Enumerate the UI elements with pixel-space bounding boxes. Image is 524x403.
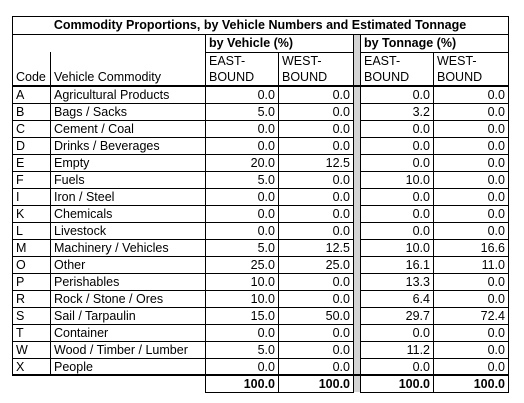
grid-line [12,358,354,359]
row-vehicle-eastbound: 0.0 [257,207,275,221]
row-vehicle-westbound: 0.0 [332,343,350,357]
row-code: T [16,326,24,340]
row-commodity: Cement / Coal [54,122,134,136]
row-tonnage-westbound: 16.6 [480,241,505,255]
grid-line [205,52,354,53]
grid-line [353,34,354,393]
row-commodity: Livestock [54,224,107,238]
grid-line [360,273,509,274]
grid-line [360,52,509,53]
row-vehicle-eastbound: 15.0 [250,309,275,323]
row-tonnage-westbound: 0.0 [487,105,505,119]
row-commodity: People [54,360,93,374]
row-tonnage-eastbound: 0.0 [412,190,430,204]
row-tonnage-eastbound: 0.0 [412,156,430,170]
grid-line [360,137,509,138]
row-vehicle-eastbound: 10.0 [250,275,275,289]
row-tonnage-westbound: 0.0 [487,360,505,374]
row-code: C [16,122,26,136]
row-tonnage-westbound: 0.0 [487,139,505,153]
grid-line [12,16,509,17]
grid-line [12,171,354,172]
row-tonnage-westbound: 72.4 [480,309,505,323]
column-header-commodity: Vehicle Commodity [54,70,161,84]
row-code: S [16,309,25,323]
row-vehicle-eastbound: 5.0 [257,105,275,119]
total-vehicle-eastbound: 100.0 [243,377,275,391]
column-header-tonnage-eastbound-line1: EAST- [364,54,401,68]
grid-line [433,52,434,393]
grid-line [12,34,509,35]
row-code: X [16,360,25,374]
row-vehicle-eastbound: 5.0 [257,343,275,357]
row-commodity: Wood / Timber / Lumber [54,343,188,357]
row-commodity: Other [54,258,86,272]
column-header-vehicle-westbound-line1: WEST- [282,54,322,68]
grid-line-header [12,85,509,87]
row-tonnage-eastbound: 0.0 [412,88,430,102]
grid-line [205,392,354,393]
grid-line [12,103,354,104]
grid-line [360,222,509,223]
grid-line [12,120,354,121]
row-commodity: Iron / Steel [54,190,115,204]
row-code: L [16,224,23,238]
row-code: E [16,156,25,170]
row-vehicle-eastbound: 0.0 [257,139,275,153]
row-vehicle-westbound: 0.0 [332,326,350,340]
grid-line [12,205,354,206]
row-tonnage-eastbound: 0.0 [412,207,430,221]
grid-line [360,188,509,189]
row-commodity: Drinks / Beverages [54,139,160,153]
row-tonnage-eastbound: 0.0 [412,122,430,136]
row-vehicle-westbound: 0.0 [332,360,350,374]
column-header-tonnage-westbound-line2: BOUND [437,70,483,84]
row-code: B [16,105,25,119]
grid-line [12,239,354,240]
column-header-code: Code [16,70,46,84]
grid-line [508,16,509,393]
row-commodity: Sail / Tarpaulin [54,309,136,323]
table-title: Commodity Proportions, by Vehicle Numbers and Estimated Tonnage [53,18,467,32]
row-vehicle-eastbound: 0.0 [257,122,275,136]
row-code: A [16,88,25,102]
grid-line [205,34,206,393]
row-vehicle-eastbound: 5.0 [257,173,275,187]
row-vehicle-westbound: 12.5 [325,241,350,255]
row-vehicle-westbound: 0.0 [332,105,350,119]
grid-line [12,222,354,223]
grid-line [360,324,509,325]
grid-line [12,324,354,325]
row-vehicle-westbound: 0.0 [332,173,350,187]
grid-line [12,273,354,274]
row-commodity: Chemicals [54,207,113,221]
row-tonnage-eastbound: 3.2 [412,105,430,119]
column-header-tonnage-eastbound-line2: BOUND [364,70,410,84]
row-tonnage-eastbound: 0.0 [412,326,430,340]
row-tonnage-eastbound: 29.7 [405,309,430,323]
row-vehicle-eastbound: 20.0 [250,156,275,170]
row-vehicle-eastbound: 10.0 [250,292,275,306]
row-code: R [16,292,26,306]
column-header-vehicle-westbound-line2: BOUND [282,70,328,84]
column-header-vehicle-eastbound-line1: EAST- [209,54,246,68]
row-code: D [16,139,26,153]
row-code: K [16,207,25,221]
row-tonnage-westbound: 0.0 [487,207,505,221]
total-vehicle-westbound: 100.0 [318,377,350,391]
row-commodity: Fuels [54,173,85,187]
row-tonnage-westbound: 0.0 [487,173,505,187]
grid-line [360,392,509,393]
row-tonnage-westbound: 0.0 [487,122,505,136]
grid-line [360,358,509,359]
group-header-tonnage: by Tonnage (%) [364,36,457,50]
row-vehicle-eastbound: 0.0 [257,326,275,340]
row-vehicle-westbound: 0.0 [332,224,350,238]
grid-line [12,256,354,257]
grid-line [12,16,13,376]
row-commodity: Machinery / Vehicles [54,241,169,255]
row-tonnage-eastbound: 6.4 [412,292,430,306]
row-commodity: Bags / Sacks [54,105,127,119]
row-tonnage-eastbound: 16.1 [405,258,430,272]
row-vehicle-westbound: 0.0 [332,275,350,289]
row-vehicle-eastbound: 0.0 [257,224,275,238]
row-tonnage-westbound: 0.0 [487,190,505,204]
column-header-vehicle-eastbound-line2: BOUND [209,70,255,84]
grid-line [12,154,354,155]
row-tonnage-westbound: 0.0 [487,343,505,357]
row-commodity: Perishables [54,275,120,289]
row-vehicle-westbound: 50.0 [325,309,350,323]
row-tonnage-westbound: 0.0 [487,326,505,340]
row-commodity: Rock / Stone / Ores [54,292,164,306]
grid-line [360,307,509,308]
grid-line [12,188,354,189]
grid-line [360,256,509,257]
row-tonnage-eastbound: 10.0 [405,173,430,187]
grid-line [360,290,509,291]
row-code: P [16,275,25,289]
grid-line [360,120,509,121]
grid-line [12,290,354,291]
row-vehicle-eastbound: 0.0 [257,190,275,204]
grid-line [360,239,509,240]
group-header-vehicle: by Vehicle (%) [209,36,294,50]
row-tonnage-eastbound: 0.0 [412,360,430,374]
row-code: F [16,173,24,187]
grid-line [12,341,354,342]
grid-line [360,205,509,206]
row-vehicle-eastbound: 0.0 [257,360,275,374]
row-vehicle-westbound: 0.0 [332,190,350,204]
row-vehicle-eastbound: 0.0 [257,88,275,102]
grid-line [360,103,509,104]
row-commodity: Agricultural Products [54,88,170,102]
grid-line [12,307,354,308]
column-header-tonnage-westbound-line1: WEST- [437,54,477,68]
row-vehicle-eastbound: 25.0 [250,258,275,272]
row-vehicle-westbound: 25.0 [325,258,350,272]
row-vehicle-westbound: 0.0 [332,292,350,306]
row-vehicle-eastbound: 5.0 [257,241,275,255]
grid-line [50,52,51,376]
row-tonnage-eastbound: 11.2 [406,343,430,357]
row-tonnage-westbound: 0.0 [487,275,505,289]
row-vehicle-westbound: 0.0 [332,207,350,221]
row-tonnage-eastbound: 13.3 [405,275,430,289]
row-tonnage-westbound: 11.0 [481,258,505,272]
row-commodity: Empty [54,156,90,170]
row-tonnage-westbound: 0.0 [487,292,505,306]
row-code: I [16,190,20,204]
row-commodity: Container [54,326,109,340]
row-code: O [16,258,26,272]
row-vehicle-westbound: 0.0 [332,139,350,153]
row-tonnage-westbound: 0.0 [487,156,505,170]
row-code: M [16,241,27,255]
row-code: W [16,343,28,357]
grid-line [12,137,354,138]
row-tonnage-westbound: 0.0 [487,224,505,238]
grid-line [360,341,509,342]
row-vehicle-westbound: 0.0 [332,122,350,136]
row-vehicle-westbound: 0.0 [332,88,350,102]
row-tonnage-eastbound: 0.0 [412,139,430,153]
row-tonnage-eastbound: 0.0 [412,224,430,238]
total-tonnage-westbound: 100.0 [473,377,505,391]
grid-line [360,171,509,172]
row-tonnage-westbound: 0.0 [487,88,505,102]
grid-line [360,154,509,155]
grid-line [278,52,279,393]
grid-line [360,34,361,393]
row-vehicle-westbound: 12.5 [325,156,350,170]
total-tonnage-eastbound: 100.0 [398,377,430,391]
row-tonnage-eastbound: 10.0 [405,241,430,255]
grid-line-total [12,374,509,376]
